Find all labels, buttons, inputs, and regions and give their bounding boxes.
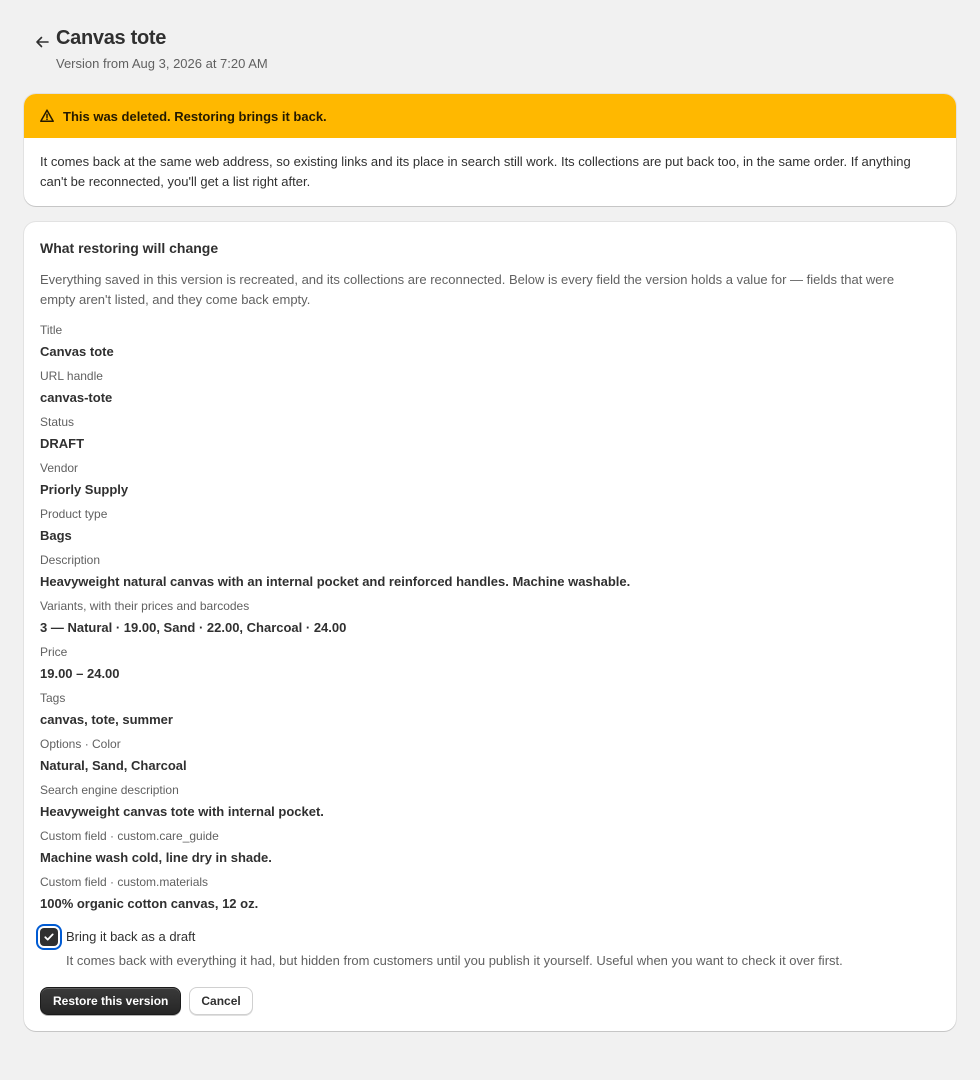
field-product-type — [40, 504, 930, 550]
banner-body: It comes back at the same web address, so existing links and its place in search still work. Its collections are put back too, in the same order. If anything can't be reconnected, you'll get a list right after. — [40, 154, 911, 189]
field-label: Search engine description — [40, 783, 179, 797]
checkmark-icon — [43, 931, 55, 943]
restore-changes-card — [24, 222, 956, 1031]
page-header — [24, 24, 724, 74]
banner-heading: This was deleted. Restoring brings it back. — [63, 108, 327, 124]
field-list — [40, 320, 930, 918]
field-options-color — [40, 734, 930, 780]
card-intro: Everything saved in this version is recreated, and its collections are reconnected. Below is every field the version holds a value for — fields that were empty aren't listed, and they come back empty. — [40, 272, 895, 307]
field-seo-description — [40, 780, 930, 826]
arrow-left-icon — [34, 34, 50, 50]
action-buttons — [40, 987, 253, 1015]
field-label: Vendor — [40, 461, 79, 475]
field-label: Options · Color — [40, 737, 121, 751]
back-button[interactable] — [28, 28, 56, 56]
field-label: Tags — [40, 691, 66, 705]
field-status — [40, 412, 930, 458]
field-label: Product type — [40, 507, 108, 521]
page-subtitle: Version from Aug 3, 2026 at 7:20 AM — [56, 56, 268, 71]
field-label: Title — [40, 323, 63, 337]
field-url-handle — [40, 366, 930, 412]
banner-header — [24, 94, 956, 138]
field-vendor — [40, 458, 930, 504]
field-price — [40, 642, 930, 688]
draft-checkbox[interactable] — [40, 928, 58, 946]
cancel-button[interactable]: Cancel — [189, 987, 252, 1015]
field-custom-care-guide — [40, 826, 930, 872]
field-label: Price — [40, 645, 68, 659]
field-label: URL handle — [40, 369, 103, 383]
field-tags — [40, 688, 930, 734]
draft-checkbox-label[interactable]: Bring it back as a draft — [66, 929, 196, 944]
field-value: 19.00 – 24.00 — [40, 666, 120, 681]
field-value: Natural, Sand, Charcoal — [40, 758, 187, 773]
field-label: Custom field · custom.materials — [40, 875, 209, 889]
field-label: Status — [40, 415, 75, 429]
page-title: Canvas tote — [56, 27, 167, 49]
field-label: Variants, with their prices and barcodes — [40, 599, 250, 613]
field-variants — [40, 596, 930, 642]
warning-icon — [39, 108, 55, 124]
draft-help-text: It comes back with everything it had, but hidden from customers until you publish it yourself. Useful when you want to check it over first. — [66, 953, 843, 968]
field-value: Heavyweight natural canvas with an internal pocket and reinforced handles. Machine washable. — [40, 574, 631, 589]
deleted-warning-banner — [24, 94, 956, 206]
field-value: Canvas tote — [40, 344, 114, 359]
card-title: What restoring will change — [40, 240, 219, 256]
field-value: canvas, tote, summer — [40, 712, 173, 727]
draft-option — [40, 928, 930, 976]
field-value: 100% organic cotton canvas, 12 oz. — [40, 896, 259, 911]
field-value: canvas-tote — [40, 390, 113, 405]
field-title — [40, 320, 930, 366]
field-value: DRAFT — [40, 436, 85, 451]
field-value: Bags — [40, 528, 72, 543]
restore-version-button[interactable]: Restore this version — [40, 987, 181, 1015]
field-value: 3 — Natural · 19.00, Sand · 22.00, Charcoal · 24.00 — [40, 620, 347, 635]
field-value: Priorly Supply — [40, 482, 129, 497]
field-label: Description — [40, 553, 101, 567]
field-value: Heavyweight canvas tote with internal pocket. — [40, 804, 324, 819]
field-custom-materials — [40, 872, 930, 918]
field-value: Machine wash cold, line dry in shade. — [40, 850, 272, 865]
field-label: Custom field · custom.care_guide — [40, 829, 219, 843]
field-description — [40, 550, 930, 596]
